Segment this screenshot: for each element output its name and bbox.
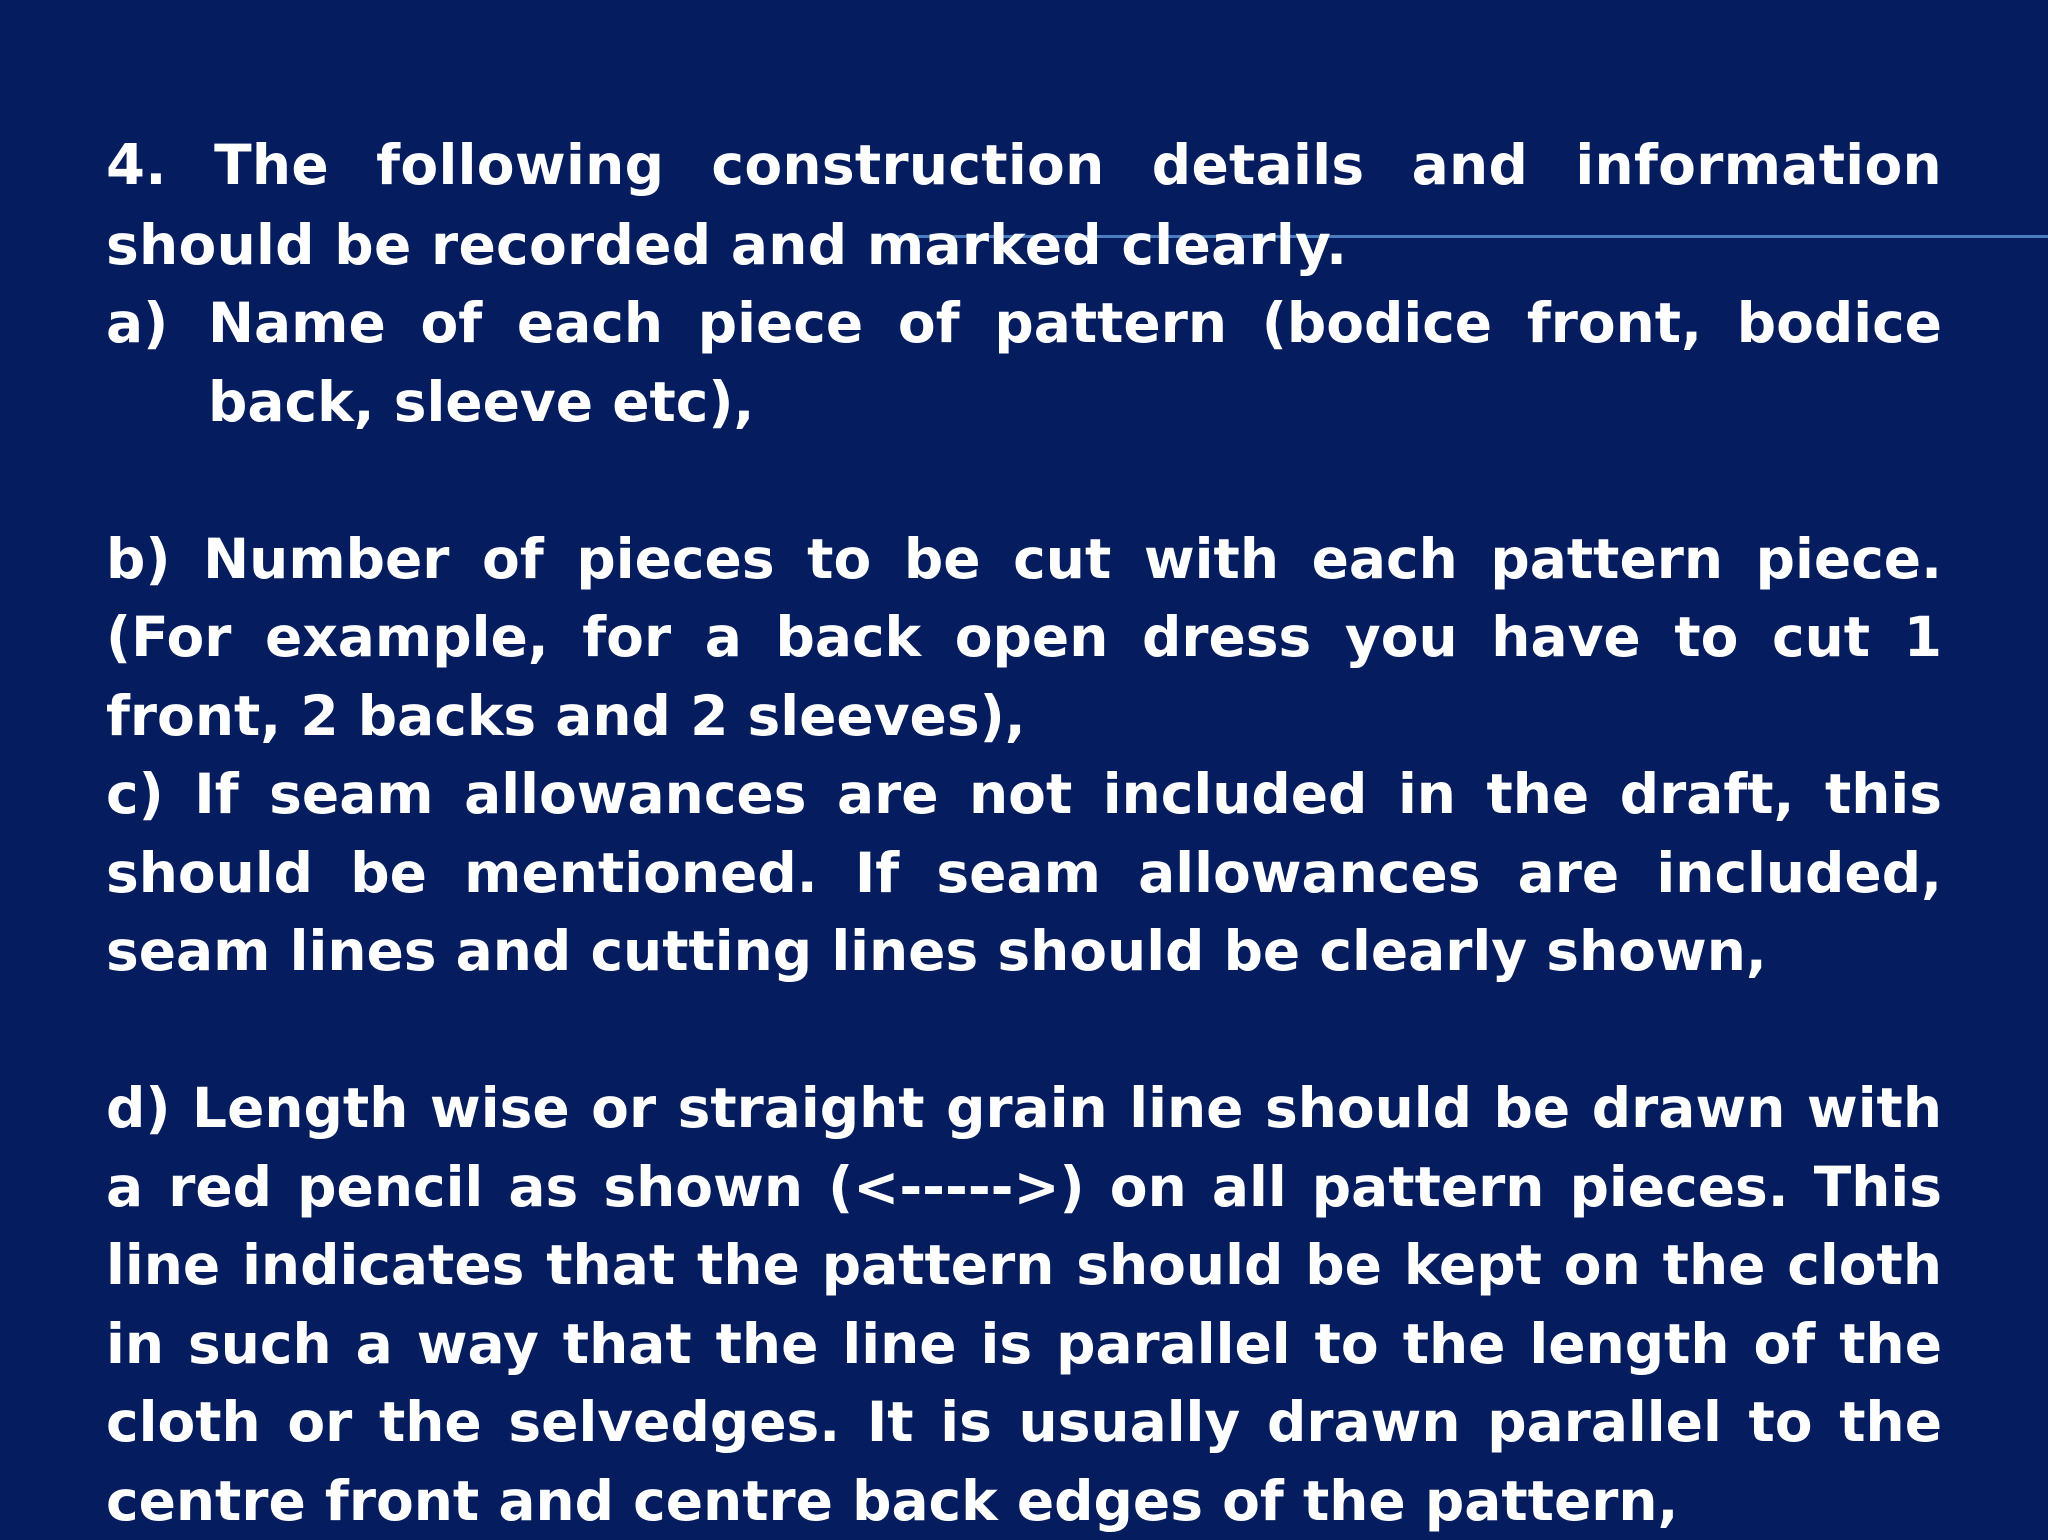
point-4-intro	[106, 126, 1942, 284]
point-number: 4.	[106, 133, 167, 198]
list-item-d: d) Length wise or straight grain line should be drawn with a red pencil as shown (<----->) on all pattern pieces. This line indicates that the pattern should be kept on the cloth in such a way that the line is parallel to the length of the cloth or the selvedges. It is usually drawn parallel to the centre front and centre back edges of the pattern,	[106, 1076, 1942, 1533]
paragraph-spacer	[106, 441, 1942, 520]
list-item-a-text: Name of each piece of pattern (bodice front, bodice back, sleeve etc),	[208, 291, 1942, 434]
paragraph-spacer	[106, 991, 1942, 1070]
list-item-c: c) If seam allowances are not included in the draft, this should be mentioned. If seam allowances are included, seam lines and cutting lines should be clearly shown,	[106, 762, 1942, 983]
slide-body	[106, 126, 1942, 1540]
list-item-a-label: a)	[106, 291, 169, 355]
list-item-b: b) Number of pieces to be cut with each pattern piece. (For example, for a back open dress you have to cut 1 front, 2 backs and 2 sleeves),	[106, 526, 1942, 748]
point-intro-text: The following construction details and information should be recorded and marked clearly.	[106, 133, 1942, 277]
list-item-a	[106, 284, 1942, 441]
